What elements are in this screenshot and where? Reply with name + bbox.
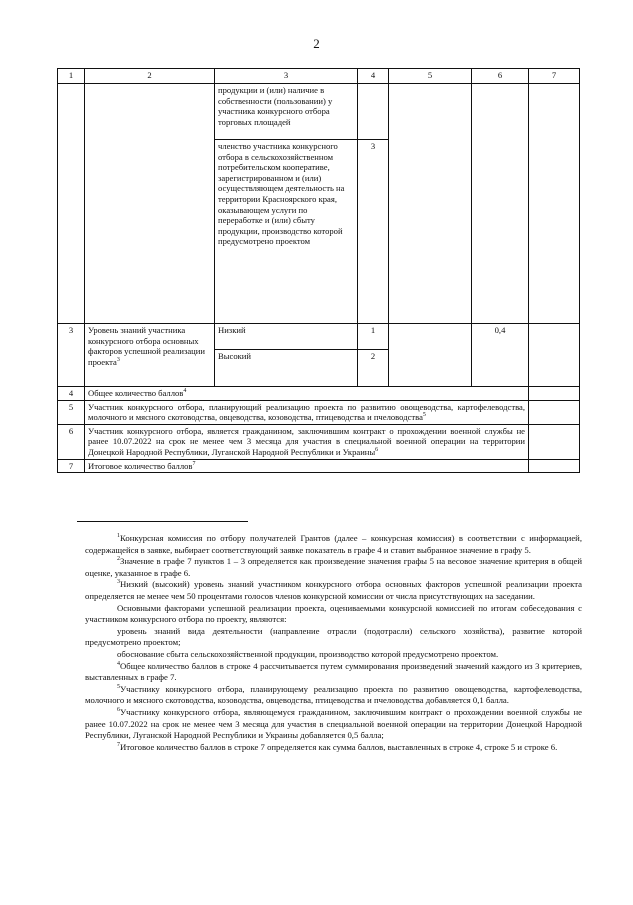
row-number: 5 bbox=[58, 400, 85, 424]
score-cell: 1 bbox=[358, 324, 389, 350]
level-cell: Низкий bbox=[215, 324, 358, 350]
table-cell bbox=[389, 324, 472, 387]
table-cell: Участник конкурсного отбора, планирующий реализацию проекта по развитию овощеводства, картофелеводства, молочного и мясного скотоводства, овцеводства, козоводства, птицеводства и пчеловодства$^5$ bbox=[85, 400, 529, 424]
factor-knowledge: уровень знаний вида деятельности (направление отрасли (подотрасли) сельского хозяйства), развитие которой предусмотрено проектом; bbox=[85, 625, 582, 648]
footnote-4: $^4$Общее количество баллов в строке 4 рассчитывается путем суммирования произведений значений каждого из 3 критериев, выставленных в графе 7. bbox=[85, 660, 582, 683]
footnote-1: $^1$Конкурсная комиссия по отбору получателей Грантов (далее – конкурсная комиссия) в соответствии с информацией, содержащейся в заявке, выбирает соответствующий заявке показатель в графе 4 и ставит выбранное значение в графу 5. bbox=[85, 533, 582, 555]
table-row bbox=[58, 459, 580, 473]
table-cell bbox=[58, 84, 85, 324]
table-row bbox=[58, 324, 580, 350]
header-cell: 4 bbox=[358, 69, 389, 84]
table-cell bbox=[472, 84, 529, 324]
table-row bbox=[58, 387, 580, 401]
table-cell bbox=[389, 84, 472, 324]
table-cell bbox=[529, 400, 580, 424]
table-cell: продукции и (или) наличие в собственности (пользовании) у участника конкурсного отбора торговых площадей bbox=[215, 84, 358, 140]
table-cell: Общее количество баллов$^4$ bbox=[85, 387, 529, 401]
footnote-5: $^5$Участнику конкурсного отбора, планирующему реализацию проекта по развитию овощеводства, картофелеводства, молочного и мясного скотоводства, козоводства, овцеводства, птицеводства и пчеловодства добавляется 0,1 балла. bbox=[85, 683, 582, 706]
table-row bbox=[58, 424, 580, 459]
table-cell: членство участника конкурсного отбора в сельскохозяйственном потребительском кооперативе, зарегистрированном и (или) осуществляющем деятельность на территории Красноярского края, оказывающем услуги по переработке и (или) сбыту продукции, производство которой предусмотрено проектом bbox=[215, 140, 358, 324]
table-row bbox=[58, 400, 580, 424]
header-cell: 3 bbox=[215, 69, 358, 84]
row-number: 6 bbox=[58, 424, 85, 459]
header-cell: 7 bbox=[529, 69, 580, 84]
table-cell bbox=[85, 84, 215, 324]
criterion-cell: Уровень знаний участника конкурсного отбора основных факторов успешной реализации проекта$^3$ bbox=[85, 324, 215, 387]
table-header-row bbox=[58, 69, 580, 84]
factor-sales: обоснование сбыта сельскохозяйственной продукции, производство которой предусмотрено проектом. bbox=[117, 648, 499, 659]
table-cell bbox=[529, 387, 580, 401]
criteria-table bbox=[57, 68, 580, 473]
header-cell: 1 bbox=[58, 69, 85, 84]
table-cell: Итоговое количество баллов$^7$ bbox=[85, 459, 529, 473]
table-cell: Участник конкурсного отбора, является гражданином, заключившим контракт о прохождении военной службы не ранее 10.07.2022 на срок не менее чем 3 месяца для участия в специальной военной операции на территории Донецкой Народной Республики, Луганской Народной Республики и Украины$^6$ bbox=[85, 424, 529, 459]
row-number: 4 bbox=[58, 387, 85, 401]
header-cell: 2 bbox=[85, 69, 215, 84]
table-cell: 3 bbox=[358, 140, 389, 324]
table-cell bbox=[358, 84, 389, 140]
footnote-6: $^6$Участнику конкурсного отбора, являющемуся гражданином, заключившим контракт о прохождении военной службы не ранее 10.07.2022 на срок не менее чем 3 месяца для участия в специальной военной операции на территории Донецкой Народной Республики, Луганской Народной Республики и Украины добавляется 0,5 балла; bbox=[85, 706, 582, 741]
footnote-divider bbox=[77, 521, 248, 522]
table-cell bbox=[529, 324, 580, 387]
table-cell bbox=[529, 84, 580, 324]
row-number: 3 bbox=[58, 324, 85, 387]
footnotes bbox=[85, 533, 582, 753]
factors-paragraph: Основными факторами успешной реализации проекта, оцениваемыми конкурсной комиссией по итогам собеседования с участником конкурсного отбора по проекту, являются: bbox=[85, 602, 582, 625]
table-cell bbox=[529, 459, 580, 473]
footnote-7: $^7$Итоговое количество баллов в строке 7 определяется как сумма баллов, выставленных в строке 4, строке 5 и строке 6. bbox=[117, 741, 558, 752]
header-cell: 6 bbox=[472, 69, 529, 84]
page-number: 2 bbox=[313, 36, 320, 51]
score-cell: 2 bbox=[358, 350, 389, 387]
footnote-2: $^2$Значение в графе 7 пунктов 1 – 3 определяется как произведение значения графы 5 на весовое значение критерия в общей оценке, указанное в графе 6. bbox=[85, 556, 582, 578]
row-number: 7 bbox=[58, 459, 85, 473]
table-row bbox=[58, 84, 580, 140]
header-cell: 5 bbox=[389, 69, 472, 84]
footnote-3: $^3$Низкий (высокий) уровень знаний участником конкурсного отбора основных факторов успешной реализации проекта определяется не менее чем 50 процентами голосов членов конкурсной комиссии от числа присутствующих на заседании. bbox=[85, 579, 582, 601]
level-cell: Высокий bbox=[215, 350, 358, 387]
table-cell bbox=[529, 424, 580, 459]
weight-cell: 0,4 bbox=[472, 324, 529, 387]
